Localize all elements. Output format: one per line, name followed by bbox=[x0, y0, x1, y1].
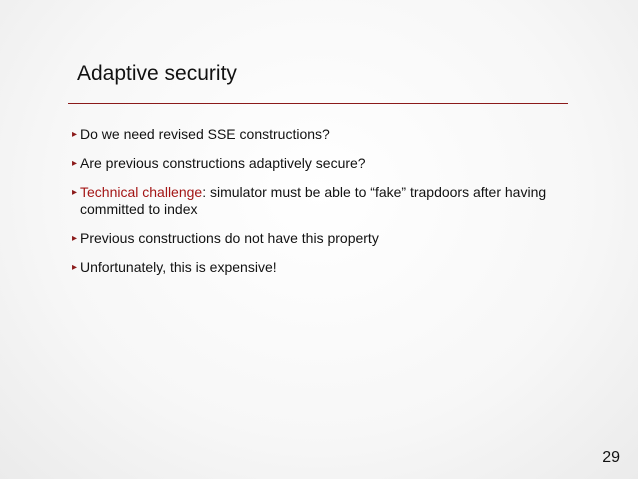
bullet-highlight: Technical challenge bbox=[80, 184, 203, 200]
page-number: 29 bbox=[602, 449, 620, 466]
bullet-item bbox=[72, 155, 572, 172]
title-divider bbox=[68, 103, 568, 104]
bullet-marker-icon: ▸ bbox=[72, 158, 78, 169]
bullet-list bbox=[72, 126, 572, 288]
bullet-text bbox=[80, 184, 572, 218]
bullet-text: Previous constructions do not have this property bbox=[80, 230, 379, 246]
slide-title: Adaptive security bbox=[77, 62, 237, 85]
bullet-marker-icon: ▸ bbox=[72, 233, 78, 244]
bullet-text-rest: : simulator must be able to “fake” trapdoors after having committed to index bbox=[80, 184, 547, 217]
bullet-marker-icon: ▸ bbox=[72, 129, 78, 140]
bullet-text: Unfortunately, this is expensive! bbox=[80, 259, 277, 275]
bullet-marker-icon: ▸ bbox=[72, 262, 78, 273]
bullet-text: Do we need revised SSE constructions? bbox=[80, 126, 330, 142]
bullet-item bbox=[72, 184, 572, 218]
bullet-item bbox=[72, 230, 572, 247]
bullet-marker-icon: ▸ bbox=[72, 187, 78, 198]
bullet-item bbox=[72, 126, 572, 143]
bullet-item bbox=[72, 259, 572, 276]
bullet-text: Are previous constructions adaptively secure? bbox=[80, 155, 366, 171]
